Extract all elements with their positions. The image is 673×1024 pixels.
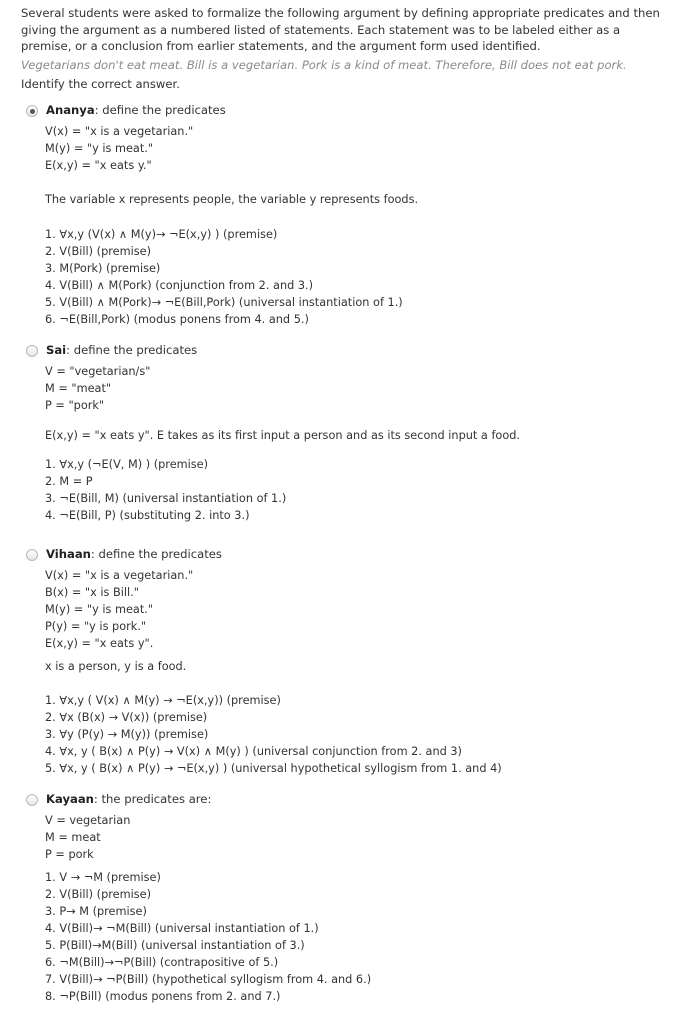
radio-button-kayaan[interactable] <box>26 794 38 806</box>
argument-text: Vegetarians don't eat meat. Bill is a vegetarian. Pork is a kind of meat. Therefore, Bill does not eat pork. <box>21 58 627 72</box>
option-line: 3. ∀y (P(y) → M(y)) (premise) <box>45 728 209 741</box>
option-line: 8. ¬P(Bill) (modus ponens from 2. and 7.) <box>45 990 281 1003</box>
option-line: M(y) = "y is meat." <box>45 603 154 616</box>
option-line: V = vegetarian <box>45 814 131 827</box>
option-heading-text: : define the predicates <box>94 103 226 117</box>
option-heading-ananya <box>46 103 226 117</box>
option-line: 1. ∀x,y ( V(x) ∧ M(y) → ¬E(x,y)) (premise) <box>45 694 281 707</box>
option-line: 5. ∀x, y ( B(x) ∧ P(y) → ¬E(x,y) ) (universal hypothetical syllogism from 1. and 4) <box>45 762 502 775</box>
option-line: 5. V(Bill) ∧ M(Pork)→ ¬E(Bill,Pork) (universal instantiation of 1.) <box>45 296 403 309</box>
option-line: 4. V(Bill)→ ¬M(Bill) (universal instantiation of 1.) <box>45 922 319 935</box>
option-heading-kayaan <box>46 792 211 806</box>
option-line: E(x,y) = "x eats y". E takes as its first input a person and as its second input a food. <box>45 429 521 442</box>
option-line: M(y) = "y is meat." <box>45 142 154 155</box>
option-line: The variable x represents people, the variable y represents foods. <box>45 193 419 206</box>
option-heading-text: : define the predicates <box>66 343 198 357</box>
option-line: 4. ¬E(Bill, P) (substituting 2. into 3.) <box>45 509 250 522</box>
option-line: E(x,y) = "x eats y." <box>45 159 152 172</box>
option-line: E(x,y) = "x eats y". <box>45 637 154 650</box>
option-line: M = "meat" <box>45 382 112 395</box>
option-line: 4. ∀x, y ( B(x) ∧ P(y) → V(x) ∧ M(y) ) (universal conjunction from 2. and 3) <box>45 745 462 758</box>
option-name: Kayaan <box>46 792 94 806</box>
option-line: 1. V → ¬M (premise) <box>45 871 161 884</box>
radio-button-vihaan[interactable] <box>26 549 38 561</box>
option-heading-vihaan <box>46 547 222 561</box>
option-line: 6. ¬M(Bill)→¬P(Bill) (contrapositive of 5.) <box>45 956 279 969</box>
option-line: P(y) = "y is pork." <box>45 620 147 633</box>
option-heading-sai <box>46 343 197 357</box>
option-line: x is a person, y is a food. <box>45 660 187 673</box>
option-line: 2. ∀x (B(x) → V(x)) (premise) <box>45 711 208 724</box>
option-line: 2. M = P <box>45 475 93 488</box>
option-line: B(x) = "x is Bill." <box>45 586 139 599</box>
option-line: 4. V(Bill) ∧ M(Pork) (conjunction from 2. and 3.) <box>45 279 314 292</box>
option-line: 2. V(Bill) (premise) <box>45 888 151 901</box>
option-line: 3. P→ M (premise) <box>45 905 147 918</box>
option-line: P = pork <box>45 848 94 861</box>
option-line: 3. M(Pork) (premise) <box>45 262 161 275</box>
radio-button-ananya[interactable] <box>26 105 38 117</box>
option-line: V = "vegetarian/s" <box>45 365 151 378</box>
option-heading-text: : the predicates are: <box>93 792 212 806</box>
option-name: Sai <box>46 343 67 357</box>
option-heading-text: : define the predicates <box>90 547 222 561</box>
option-line: 1. ∀x,y (¬E(V, M) ) (premise) <box>45 458 209 471</box>
option-name: Vihaan <box>46 547 91 561</box>
option-line: V(x) = "x is a vegetarian." <box>45 125 194 138</box>
option-line: 6. ¬E(Bill,Pork) (modus ponens from 4. and 5.) <box>45 313 309 326</box>
option-name: Ananya <box>46 103 95 117</box>
option-line: 5. P(Bill)→M(Bill) (universal instantiation of 3.) <box>45 939 305 952</box>
radio-button-sai[interactable] <box>26 345 38 357</box>
option-line: 2. V(Bill) (premise) <box>45 245 151 258</box>
option-line: 3. ¬E(Bill, M) (universal instantiation of 1.) <box>45 492 287 505</box>
option-line: P = "pork" <box>45 399 105 412</box>
option-line: 7. V(Bill)→ ¬P(Bill) (hypothetical syllogism from 4. and 6.) <box>45 973 372 986</box>
option-line: V(x) = "x is a vegetarian." <box>45 569 194 582</box>
question-intro: Several students were asked to formalize the following argument by defining appropriate predicates and then giving the argument as a numbered listed of statements. Each statement was to be labeled either as a premise, or a conclusion from earlier statements, and the argument form used identified. <box>21 6 660 53</box>
option-line: 1. ∀x,y (V(x) ∧ M(y)→ ¬E(x,y) ) (premise) <box>45 228 278 241</box>
question-prompt: Identify the correct answer. <box>21 77 180 91</box>
option-line: M = meat <box>45 831 101 844</box>
